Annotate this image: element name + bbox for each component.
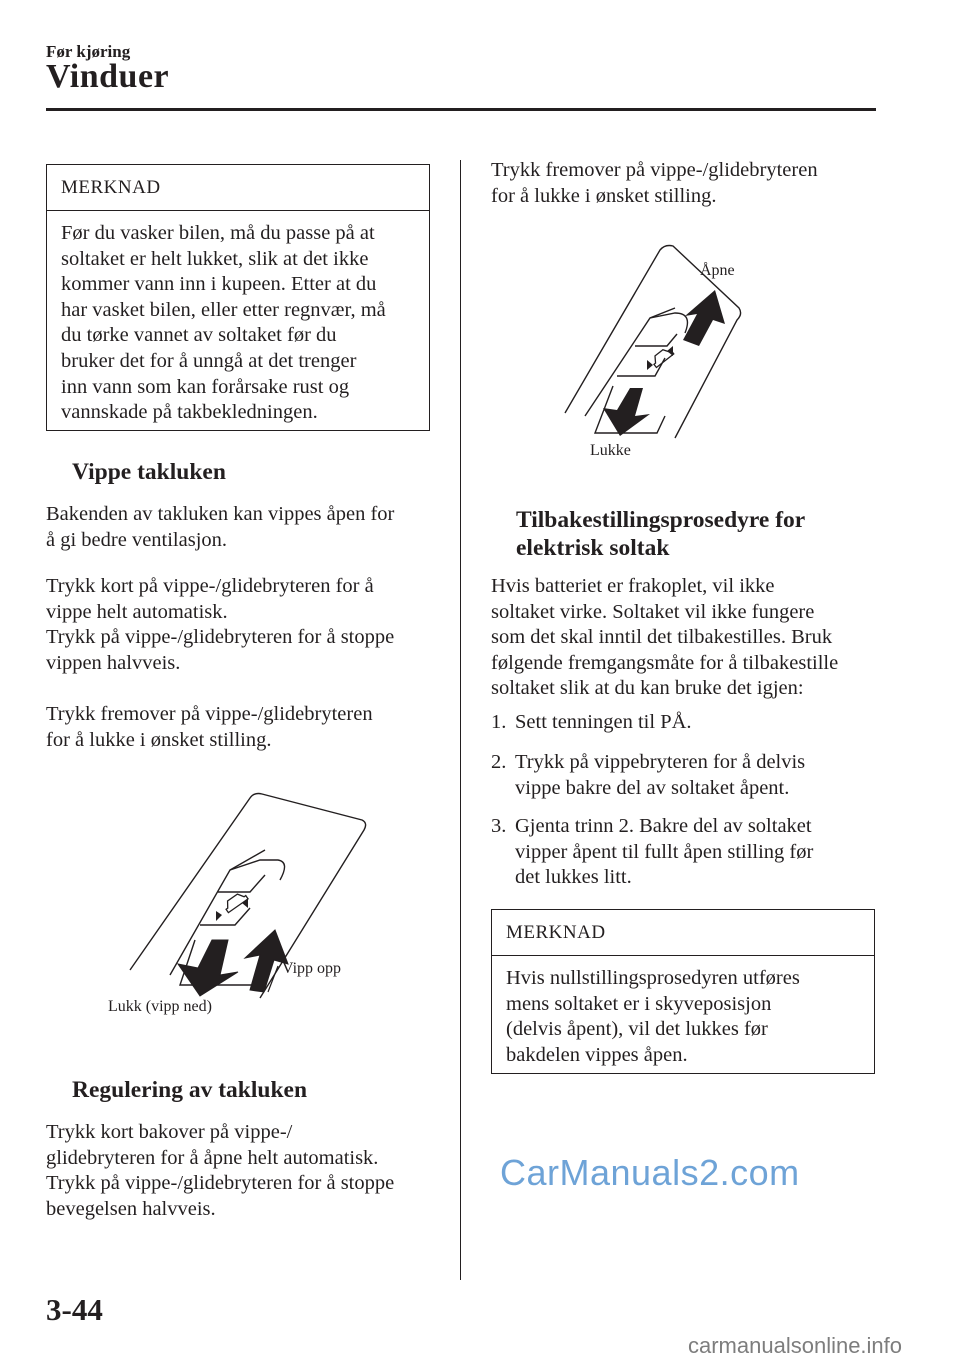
title-rule bbox=[46, 108, 876, 111]
note-body bbox=[47, 211, 429, 438]
text-line: Trykk på vippebryteren for å delvis bbox=[515, 751, 806, 773]
text-line: Trykk fremover på vippe-/glidebryteren bbox=[491, 159, 818, 181]
note-line: kommer vann inn i kupeen. Etter at du bbox=[61, 273, 377, 296]
note-line: har vasket bilen, eller etter regnvær, må bbox=[61, 298, 386, 321]
text-line: vippe helt automatisk. bbox=[46, 600, 228, 623]
text-line: Sett tenningen til PÅ. bbox=[515, 711, 692, 733]
figure-label-close: Lukke bbox=[590, 442, 631, 459]
note-line: soltaket er helt lukket, slik at det ikke bbox=[61, 247, 369, 270]
text-line: glidebryteren for å åpne helt automatisk. bbox=[46, 1146, 379, 1169]
text-line: for å lukke i ønsket stilling. bbox=[491, 184, 717, 207]
text-line: vippen halvveis. bbox=[46, 651, 181, 674]
text-line: Gjenta trinn 2. Bakre del av soltaket bbox=[515, 815, 812, 837]
watermark-logo: CarManuals2.com bbox=[500, 1152, 800, 1193]
tilt-switch-illustration bbox=[100, 780, 400, 1020]
paragraph bbox=[46, 702, 373, 753]
text-line: soltaket slik at du kan bruke det igjen: bbox=[491, 677, 804, 700]
note-line: Hvis nullstillingsprosedyren utføres bbox=[506, 967, 800, 989]
step-item bbox=[491, 710, 692, 736]
step-item bbox=[491, 750, 805, 801]
text-line: bevegelsen halvveis. bbox=[46, 1197, 216, 1220]
step-number: 3. bbox=[491, 815, 507, 837]
note-line: bakdelen vippes åpen. bbox=[506, 1043, 688, 1066]
note-line: du tørke vannet av soltaket før du bbox=[61, 324, 337, 347]
note-body bbox=[492, 956, 874, 1080]
paragraph bbox=[491, 158, 818, 209]
figure-label-tilt-down: Lukk (vipp ned) bbox=[108, 998, 212, 1015]
paragraph bbox=[46, 1120, 394, 1222]
text-line: vipper åpent til fullt åpen stilling før bbox=[515, 840, 814, 863]
text-line: Trykk fremover på vippe-/glidebryteren bbox=[46, 703, 373, 725]
heading-adjust: Regulering av takluken bbox=[72, 1077, 308, 1103]
text-line: Trykk kort på vippe-/glidebryteren for å bbox=[46, 575, 374, 597]
text-line: å gi bedre ventilasjon. bbox=[46, 528, 228, 551]
site-watermark: carmanualsonline.info bbox=[688, 1333, 903, 1358]
note-heading: MERKNAD bbox=[47, 165, 429, 211]
note-line: (delvis åpent), vil det lukkes før bbox=[506, 1018, 768, 1041]
text-line: som det skal inntil det tilbakestilles. Bruk bbox=[491, 626, 833, 649]
paragraph bbox=[46, 502, 394, 553]
text-line: Trykk på vippe-/glidebryteren for å stoppe bbox=[46, 626, 395, 649]
note-box-sunroof-wash bbox=[46, 164, 430, 431]
step-item bbox=[491, 814, 813, 891]
note-line: inn vann som kan forårsake rust og bbox=[61, 375, 350, 398]
text-line: for å lukke i ønsket stilling. bbox=[46, 728, 272, 751]
page-number: 3-44 bbox=[46, 1292, 103, 1327]
step-number: 1. bbox=[491, 711, 507, 733]
text-line: Trykk på vippe-/glidebryteren for å stoppe bbox=[46, 1172, 395, 1195]
text-line: Trykk kort bakover på vippe-/ bbox=[46, 1121, 293, 1143]
heading-line: elektrisk soltak bbox=[516, 535, 670, 561]
section-label: Før kjøring bbox=[46, 42, 131, 61]
note-box-reset bbox=[491, 909, 875, 1074]
heading-line: Tilbakestillingsprosedyre for bbox=[516, 507, 806, 533]
text-line: følgende fremgangsmåte for å tilbakestille bbox=[491, 651, 839, 674]
paragraph bbox=[46, 574, 394, 676]
text-line: det lukkes litt. bbox=[515, 866, 632, 889]
note-line: Før du vasker bilen, må du passe på at bbox=[61, 222, 375, 244]
page-title: Vinduer bbox=[46, 58, 170, 95]
note-line: bruker det for å unngå at det trenger bbox=[61, 349, 357, 372]
note-line: vannskade på takbekledningen. bbox=[61, 401, 318, 424]
text-line: soltaket virke. Soltaket vil ikke fungere bbox=[491, 600, 815, 623]
text-line: Hvis batteriet er frakoplet, vil ikke bbox=[491, 575, 775, 597]
figure-label-tilt-up: Vipp opp bbox=[282, 960, 342, 977]
note-heading: MERKNAD bbox=[492, 910, 874, 956]
text-line: Bakenden av takluken kan vippes åpen for bbox=[46, 503, 395, 525]
column-divider bbox=[460, 160, 461, 1280]
heading-tilt: Vippe takluken bbox=[72, 459, 226, 485]
paragraph bbox=[491, 574, 838, 702]
note-line: mens soltaket er i skyveposisjon bbox=[506, 992, 772, 1015]
text-line: vippe bakre del av soltaket åpent. bbox=[515, 776, 790, 799]
step-number: 2. bbox=[491, 751, 507, 773]
heading-reset bbox=[516, 506, 805, 562]
figure-label-open: Åpne bbox=[700, 262, 735, 279]
